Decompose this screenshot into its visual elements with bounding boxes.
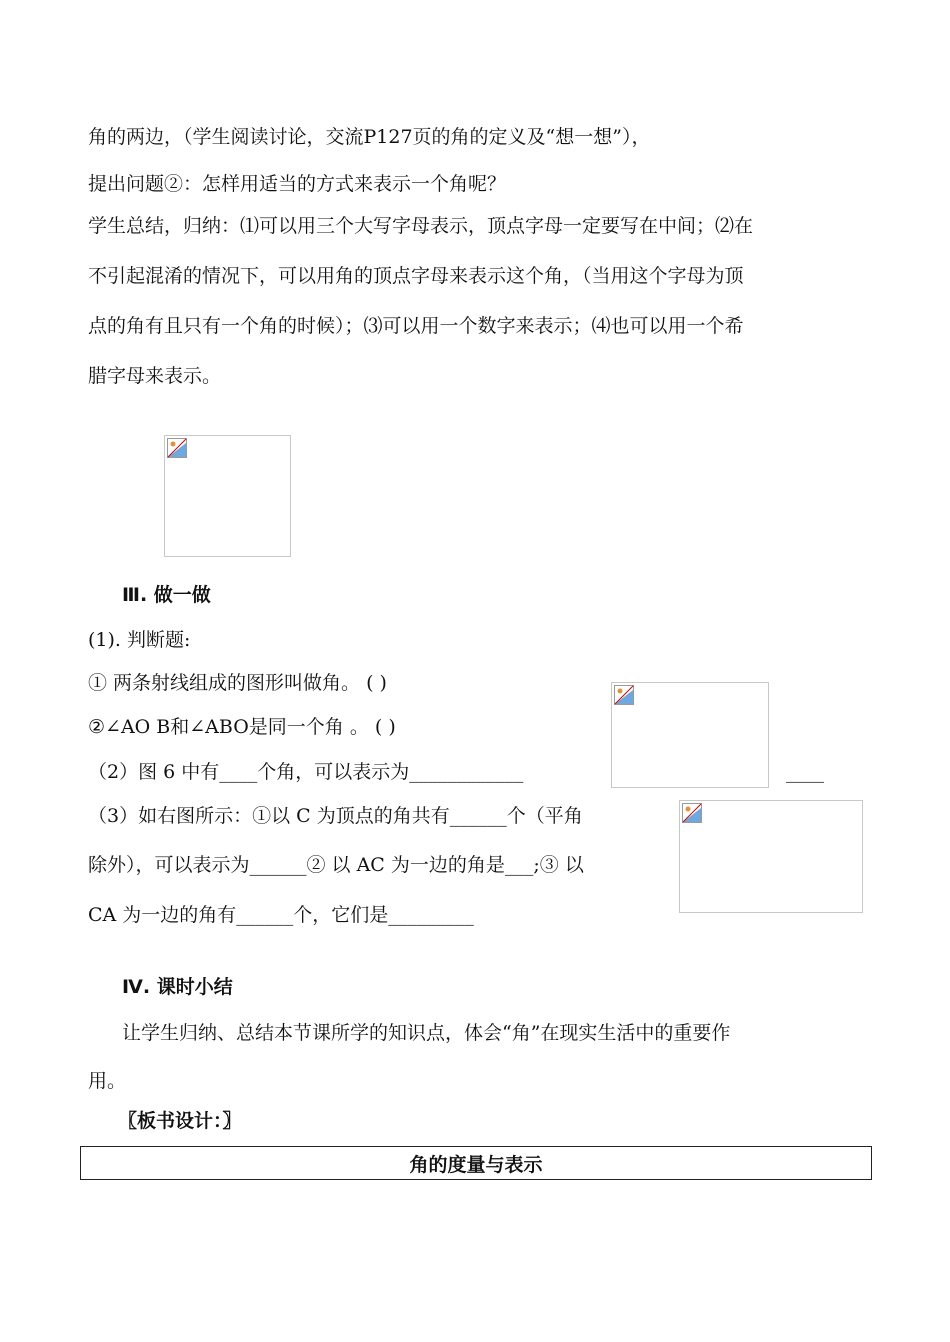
image-placeholder [679, 800, 863, 913]
paragraph-line: 点的角有且只有一个角的时候）；⑶可以用一个数字来表示；⑷也可以用一个希 [88, 315, 744, 337]
broken-image-icon [167, 438, 187, 458]
paragraph-line: 角的两边，（学生阅读讨论，交流P127页的角的定义及“想一想”）， [88, 126, 651, 148]
answer-blank: ____ [786, 761, 824, 783]
paragraph-line: 提出问题②：怎样用适当的方式来表示一个角呢？ [88, 173, 507, 195]
paragraph-line: 学生总结，归纳：⑴可以用三个大写字母表示，顶点字母一定要写在中间；⑵在 [88, 215, 754, 237]
image-placeholder [611, 682, 769, 788]
question-item: （3）如右图所示：①以 C 为顶点的角共有______个（平角 [88, 805, 583, 827]
question-item: （2）图 6 中有____个角，可以表示为____________ [88, 761, 524, 783]
question-title: (1). 判断题: [88, 629, 191, 651]
section-heading: Ⅳ. 课时小结 [122, 976, 233, 998]
section-heading: Ⅲ. 做一做 [122, 584, 211, 606]
question-item: 除外），可以表示为______② 以 AC 为一边的角是___;③ 以 [88, 854, 584, 876]
board-heading: 〖板书设计：〗 [118, 1110, 242, 1132]
broken-image-icon [682, 803, 702, 823]
paragraph-line: 不引起混淆的情况下，可以用角的顶点字母来表示这个角，（当用这个字母为顶 [88, 265, 744, 287]
paragraph-line: 让学生归纳、总结本节课所学的知识点，体会“角”在现实生活中的重要作 [122, 1022, 731, 1044]
paragraph-line: 腊字母来表示。 [88, 365, 222, 387]
image-placeholder [164, 435, 291, 557]
question-item: CA 为一边的角有______个，它们是_________ [88, 904, 474, 926]
question-item: ① 两条射线组成的图形叫做角。 ( ) [88, 672, 387, 694]
question-item: ②∠AO B和∠ABO是同一个角 。 ( ) [88, 716, 396, 738]
paragraph-line: 用。 [88, 1070, 127, 1092]
broken-image-icon [614, 685, 634, 705]
board-table-title: 角的度量与表示 [409, 1153, 543, 1176]
board-table [80, 1146, 872, 1180]
